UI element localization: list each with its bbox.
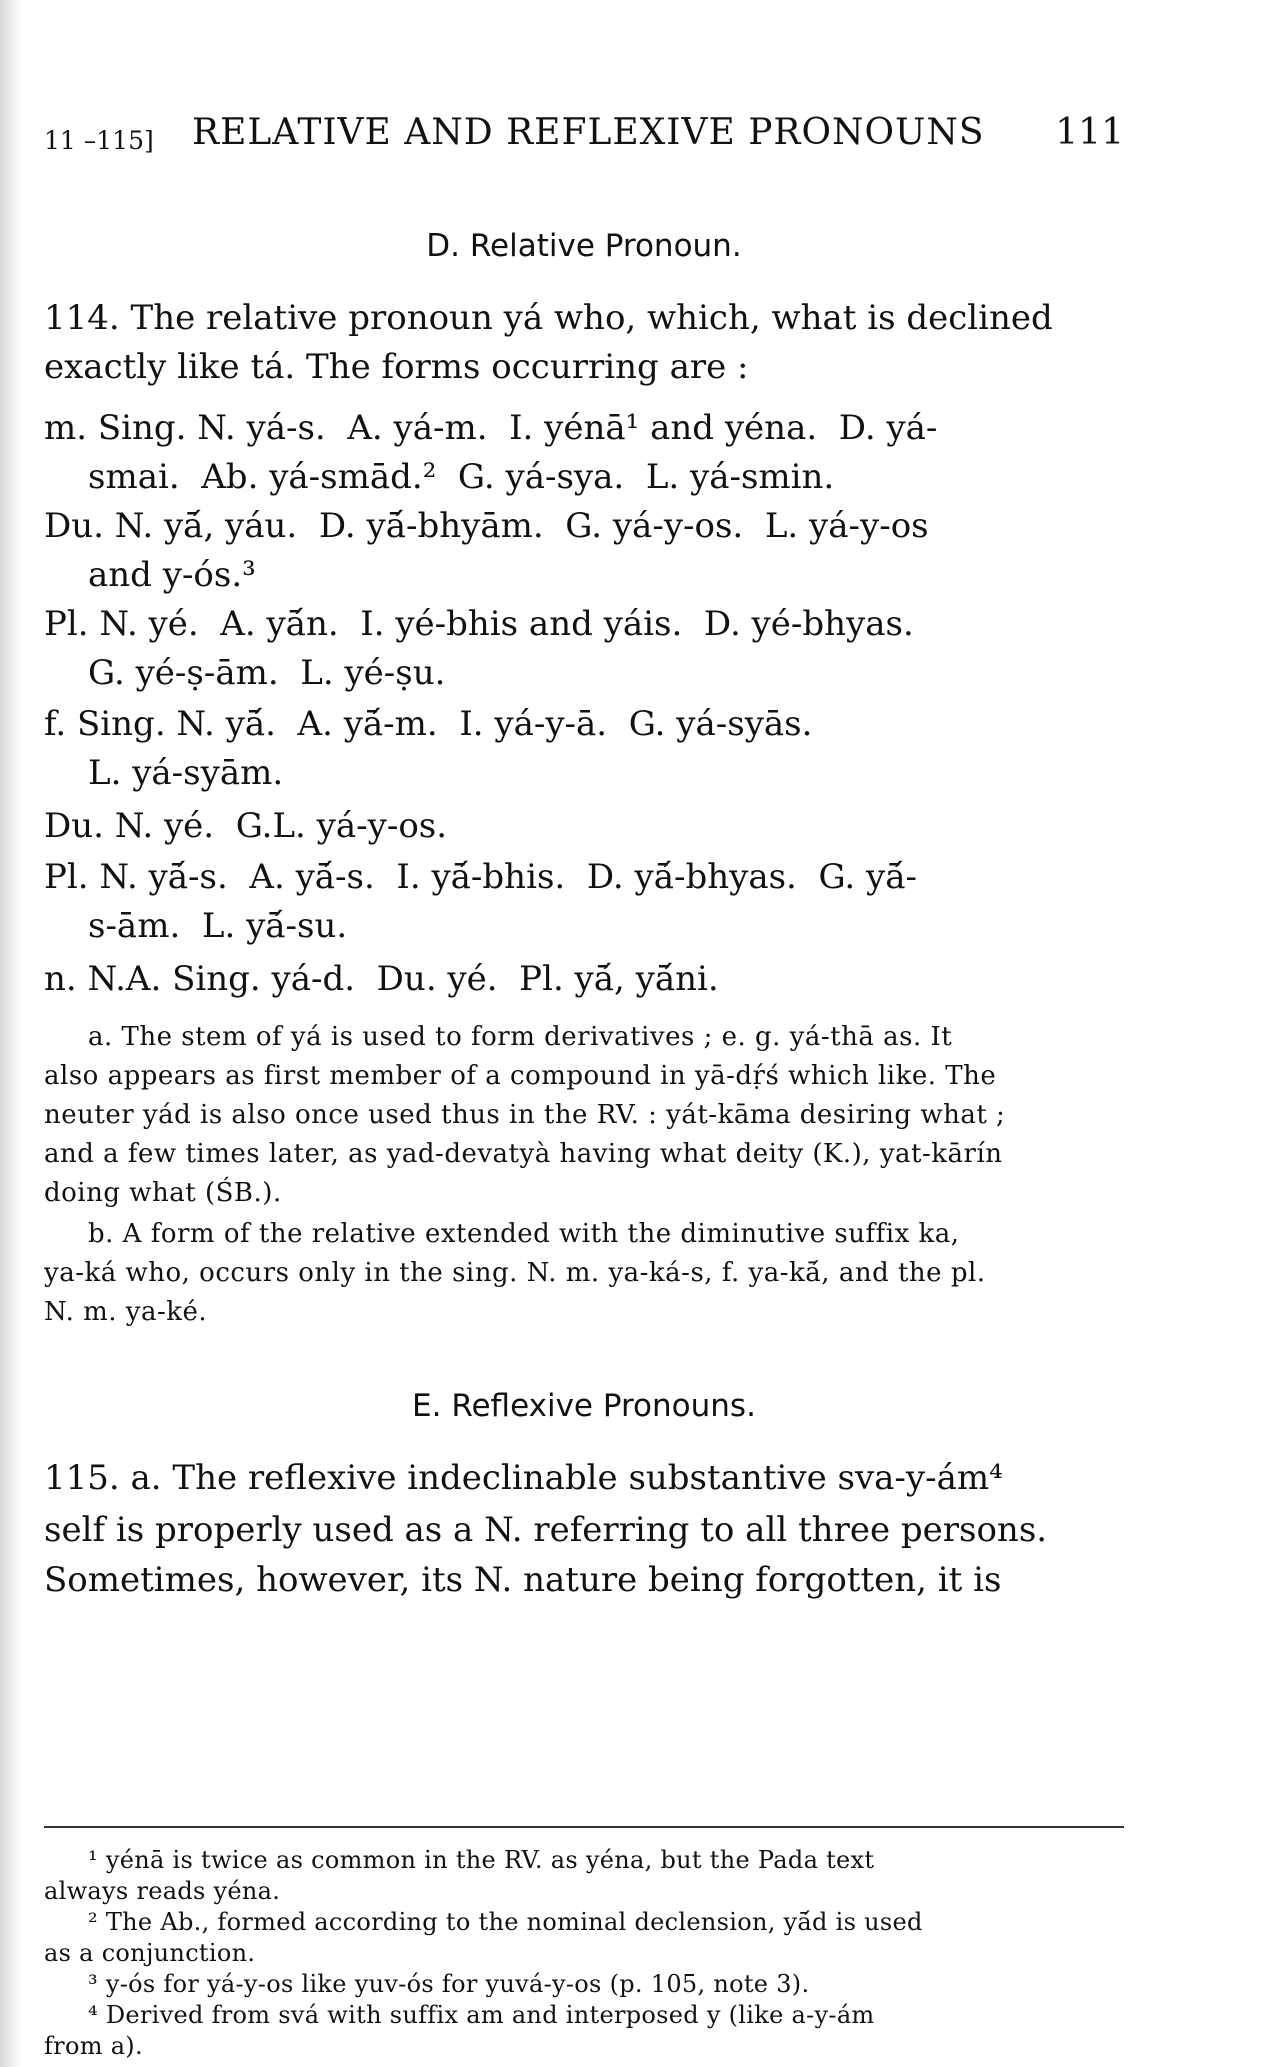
note-line: a. The stem of yá is used to form derivatives ; e. g. yá-thā as. It [88, 1022, 953, 1052]
declension-line: Du. N. yé. G.L. yá-y-os. [44, 806, 448, 846]
footnote-line: ² The Ab., formed according to the nominal declension, yā́d is used [88, 1908, 923, 1936]
declension-line: n. N.A. Sing. yá-d. Du. yé. Pl. yā́, yā́ni. [44, 959, 719, 999]
footnote-line: ¹ yénā is twice as common in the RV. as yéna, but the Pada text [88, 1846, 875, 1874]
declension-line: Du. N. yā́, yáu. D. yā́-bhyām. G. yá-y-os. L. yá-y-os [44, 506, 929, 546]
declension-line: smai. Ab. yá-smād.² G. yá-sya. L. yá-smin. [88, 457, 835, 497]
note-line: doing what (ŚB.). [44, 1178, 282, 1208]
declension-line: G. yé-ṣ-ām. L. yé-ṣu. [88, 653, 446, 693]
paragraph-line: 115. a. The reflexive indeclinable substantive sva-y-ám⁴ [44, 1458, 1003, 1498]
note-line: also appears as first member of a compound in yā-dṛ́ś which like. The [44, 1061, 997, 1091]
declension-line: f. Sing. N. yā́. A. yā́-m. I. yá-y-ā. G. yá-syās. [44, 704, 813, 744]
declension-line: s-ām. L. yā́-su. [88, 906, 348, 946]
note-line: and a few times later, as yad-devatyà having what deity (K.), yat-kārín [44, 1139, 1003, 1169]
footnote-line: ³ y-ós for yá-y-os like yuv-ós for yuvá-y-os (p. 105, note 3). [88, 1970, 810, 1998]
footnote-line: always reads yéna. [44, 1877, 281, 1905]
running-head [44, 112, 1124, 162]
section-heading-reflexive: E. Reflexive Pronouns. [412, 1388, 756, 1424]
footnote-line: as a conjunction. [44, 1939, 256, 1967]
page-binding-edge [0, 0, 22, 2067]
paragraph-line: 114. The relative pronoun yá who, which, what is declined [44, 298, 1053, 338]
note-line: ya-ká who, occurs only in the sing. N. m. ya-ká-s, f. ya-kā́, and the pl. [44, 1258, 986, 1288]
note-line: neuter yád is also once used thus in the RV. : yát-kāma desiring what ; [44, 1100, 1006, 1130]
note-line: N. m. ya-ké. [44, 1297, 208, 1327]
page-number: 111 [1055, 112, 1124, 153]
footnote-line: from a). [44, 2032, 143, 2060]
declension-line: Pl. N. yé. A. yā́n. I. yé-bhis and yáis. D. yé-bhyas. [44, 604, 914, 644]
declension-line: m. Sing. N. yá-s. A. yá-m. I. yénā¹ and yéna. D. yá- [44, 408, 938, 448]
declension-line: Pl. N. yā́-s. A. yā́-s. I. yā́-bhis. D. yā́-bhyas. G. yā́- [44, 857, 917, 897]
declension-line: L. yá-syām. [88, 753, 284, 793]
declension-line: and y-ós.³ [88, 555, 256, 595]
paragraph-line: exactly like tá. The forms occurring are : [44, 347, 749, 387]
note-line: b. A form of the relative extended with the diminutive suffix ka, [88, 1219, 960, 1249]
running-title: RELATIVE AND REFLEXIVE PRONOUNS [192, 112, 985, 153]
section-heading-relative: D. Relative Pronoun. [426, 228, 742, 264]
paragraph-line: self is properly used as a N. referring to all three persons. [44, 1510, 1048, 1550]
footnote-line: ⁴ Derived from svá with suffix am and interposed y (like a-y-ám [88, 2001, 875, 2029]
section-range: 11 –115] [44, 126, 154, 155]
footnote-rule [44, 1826, 1124, 1828]
paragraph-line: Sometimes, however, its N. nature being forgotten, it is [44, 1560, 1002, 1600]
